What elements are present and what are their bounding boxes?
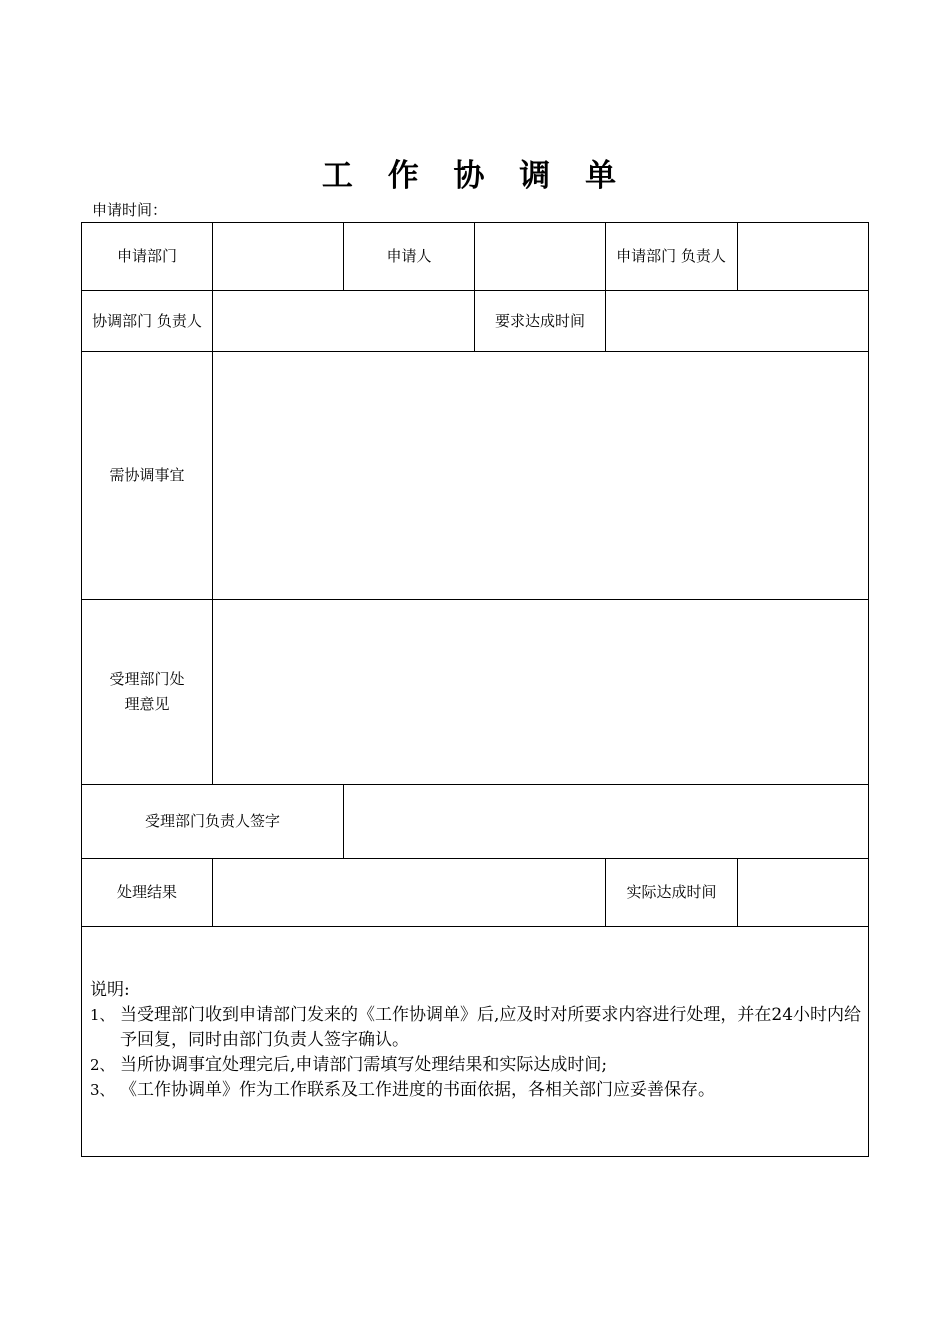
- opinion-label: 受理部门处理意见: [109, 670, 185, 713]
- applicant-label: 申请人: [386, 247, 432, 265]
- sign-field[interactable]: [344, 785, 868, 858]
- applicant-field[interactable]: [475, 223, 605, 290]
- note-number: 1、: [90, 1006, 115, 1024]
- note-item: [90, 1053, 865, 1078]
- opinion-field[interactable]: [213, 600, 868, 784]
- actual-time-label: 实际达成时间: [626, 883, 717, 901]
- apply-dept-head-field[interactable]: [738, 223, 868, 290]
- notes-section: [90, 978, 865, 1103]
- note-item: [90, 1078, 865, 1103]
- coord-dept-head-label: 协调部门 负责人: [92, 311, 202, 330]
- note-text: 当所协调事宜处理完后,申请部门需填写处理结果和实际达成时间;: [120, 1055, 608, 1075]
- form-title: 工 作 协 调 单: [321, 158, 629, 194]
- note-text: 当受理部门收到申请部门发来的《工作协调单》后,应及时对所要求内容进行处理，并在24小时内给予回复，同时由部门负责人签字确认。: [120, 1005, 862, 1050]
- coord-dept-head-field[interactable]: [213, 291, 474, 351]
- actual-time-field[interactable]: [738, 859, 868, 926]
- note-item: [90, 1003, 865, 1053]
- matters-field[interactable]: [213, 352, 868, 599]
- note-number: 3、: [90, 1081, 115, 1099]
- deadline-field[interactable]: [606, 291, 868, 351]
- notes-header: 说明:: [90, 980, 130, 1000]
- result-label: 处理结果: [116, 883, 177, 901]
- sign-label: 受理部门负责人签字: [144, 812, 280, 830]
- apply-dept-head-label: 申请部门 负责人: [616, 247, 726, 265]
- apply-time-label: 申请时间：: [92, 201, 168, 219]
- apply-dept-field[interactable]: [213, 223, 343, 290]
- apply-dept-label: 申请部门: [116, 247, 177, 265]
- note-text: 《工作协调单》作为工作联系及工作进度的书面依据，各相关部门应妥善保存。: [120, 1080, 715, 1100]
- note-number: 2、: [90, 1056, 115, 1074]
- matters-label: 需协调事宜: [109, 466, 185, 484]
- deadline-label: 要求达成时间: [494, 311, 585, 330]
- result-field[interactable]: [213, 859, 605, 926]
